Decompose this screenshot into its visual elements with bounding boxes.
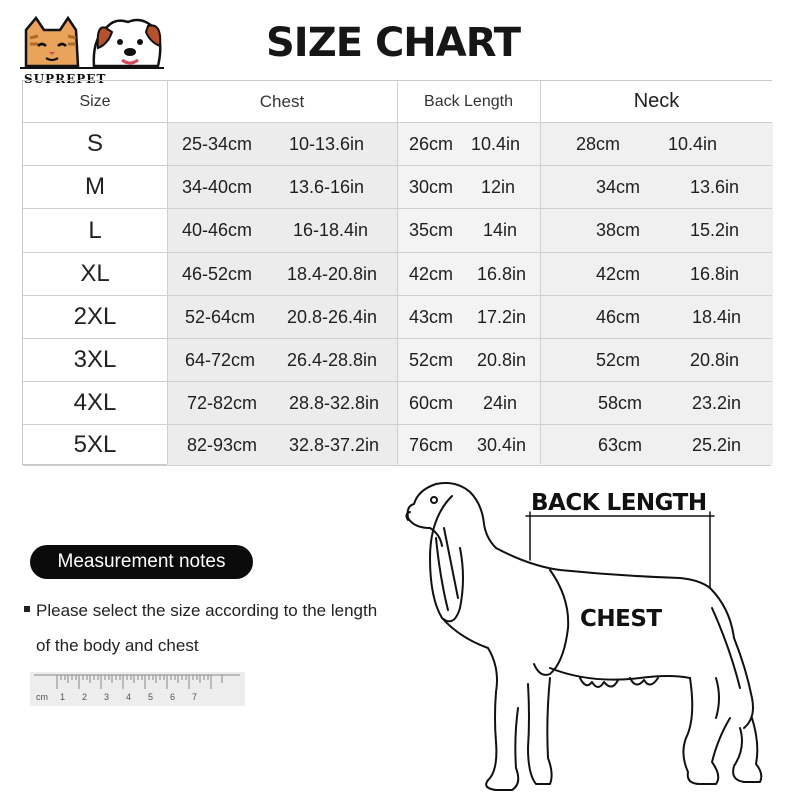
header-back-length: Back Length — [397, 81, 540, 122]
back-in: 10.4in — [471, 133, 521, 154]
back-cm: 60cm — [409, 392, 454, 413]
size-cell: 2XL — [73, 303, 117, 330]
back-in: 14in — [483, 220, 518, 240]
back-cell — [397, 382, 540, 424]
back-cell — [397, 339, 540, 381]
cat-dog-logo-icon — [16, 8, 166, 70]
ruler-label: 1 — [60, 692, 66, 702]
chest-in: 26.4-28.8in — [287, 349, 378, 370]
column-divider — [167, 81, 168, 464]
brand-name: SUPREPET — [24, 72, 107, 86]
neck-cell — [540, 296, 773, 338]
neck-cm: 58cm — [598, 392, 643, 413]
brand-logo — [6, 8, 174, 84]
size-cell: 4XL — [73, 389, 117, 416]
chest-in: 20.8-26.4in — [287, 306, 378, 327]
header-chest: Chest — [167, 81, 397, 122]
neck-cm: 38cm — [596, 220, 641, 240]
chest-in: 10-13.6in — [289, 133, 365, 154]
ruler-label: 5 — [148, 692, 154, 702]
size-cell: L — [88, 216, 102, 244]
chest-cm: 64-72cm — [185, 349, 256, 370]
neck-cm: 63cm — [598, 434, 643, 455]
chest-cm: 72-82cm — [187, 392, 258, 413]
chest-in: 18.4-20.8in — [287, 263, 378, 284]
neck-cm: 34cm — [596, 176, 641, 197]
chest-cm: 40-46cm — [182, 220, 253, 240]
chest-cell — [167, 166, 397, 208]
size-cell: 5XL — [73, 431, 117, 458]
chest-in: 32.8-37.2in — [289, 434, 380, 455]
back-in: 12in — [481, 176, 516, 197]
neck-in: 20.8in — [690, 349, 740, 370]
back-cell — [397, 425, 540, 465]
size-table — [22, 80, 772, 465]
chest-cm: 82-93cm — [187, 434, 258, 455]
chest-in: 28.8-32.8in — [289, 392, 380, 413]
chest-cell — [167, 209, 397, 252]
back-cm: 52cm — [409, 349, 454, 370]
ruler-label: 2 — [82, 692, 88, 702]
header-size: Size — [79, 92, 111, 110]
chest-cell — [167, 296, 397, 338]
header-neck: Neck — [540, 81, 773, 122]
neck-in: 16.8in — [690, 263, 740, 284]
ruler — [30, 672, 245, 706]
neck-cell — [540, 425, 773, 465]
size-cell: S — [86, 130, 103, 157]
neck-cm: 42cm — [596, 263, 641, 284]
back-cm: 42cm — [409, 263, 454, 284]
size-cell: 3XL — [73, 346, 117, 373]
page-title: SIZE CHART — [266, 20, 521, 66]
dog-measurement-figure — [400, 478, 790, 796]
back-in: 17.2in — [477, 306, 527, 327]
neck-in: 10.4in — [668, 133, 718, 154]
ruler-label: 6 — [170, 692, 176, 702]
notes-heading: Measurement notes — [30, 545, 253, 579]
back-cm: 76cm — [409, 434, 454, 455]
chest-in: 16-18.4in — [293, 220, 369, 240]
back-cm: 35cm — [409, 220, 454, 240]
ruler-label: 7 — [192, 692, 198, 702]
bullet-icon — [24, 606, 30, 612]
neck-cell — [540, 382, 773, 424]
back-in: 16.8in — [477, 263, 527, 284]
neck-cm: 28cm — [576, 133, 621, 154]
chest-cell — [167, 425, 397, 465]
neck-cell — [540, 166, 773, 208]
neck-in: 18.4in — [692, 306, 742, 327]
ruler-label: cm — [36, 692, 48, 702]
chest-cell — [167, 123, 397, 165]
chest-cell — [167, 382, 397, 424]
chest-cm: 25-34cm — [182, 133, 253, 154]
dog-outline-icon — [400, 478, 790, 796]
note-line-2: of the body and chest — [36, 636, 199, 655]
note-line-1: Please select the size according to the length — [36, 601, 378, 620]
back-in: 24in — [483, 392, 518, 413]
neck-in: 15.2in — [690, 220, 740, 240]
chest-cell — [167, 339, 397, 381]
chest-cm: 52-64cm — [185, 306, 256, 327]
back-cell — [397, 166, 540, 208]
neck-in: 13.6in — [690, 176, 740, 197]
chest-cm: 46-52cm — [182, 263, 253, 284]
back-cell — [397, 209, 540, 252]
back-cell — [397, 253, 540, 295]
neck-cell — [540, 209, 773, 252]
back-cm: 30cm — [409, 176, 454, 197]
neck-cm: 52cm — [596, 349, 641, 370]
neck-cell — [540, 123, 773, 165]
neck-cm: 46cm — [596, 306, 641, 327]
ruler-label: 3 — [104, 692, 110, 702]
size-cell: M — [85, 173, 105, 200]
chest-cm: 34-40cm — [182, 176, 253, 197]
size-cell: XL — [80, 260, 110, 287]
column-divider — [540, 81, 541, 464]
back-length-label: BACK LENGTH — [531, 490, 707, 516]
back-cm: 26cm — [409, 133, 454, 154]
neck-in: 23.2in — [692, 392, 742, 413]
ruler-label: 4 — [126, 692, 132, 702]
back-cell — [397, 123, 540, 165]
chest-in: 13.6-16in — [289, 176, 365, 197]
back-in: 30.4in — [477, 434, 527, 455]
neck-cell — [540, 339, 773, 381]
chest-label: CHEST — [580, 606, 662, 632]
back-cell — [397, 296, 540, 338]
back-in: 20.8in — [477, 349, 527, 370]
neck-cell — [540, 253, 773, 295]
neck-in: 25.2in — [692, 434, 742, 455]
back-cm: 43cm — [409, 306, 454, 327]
column-divider — [397, 81, 398, 464]
chest-cell — [167, 253, 397, 295]
